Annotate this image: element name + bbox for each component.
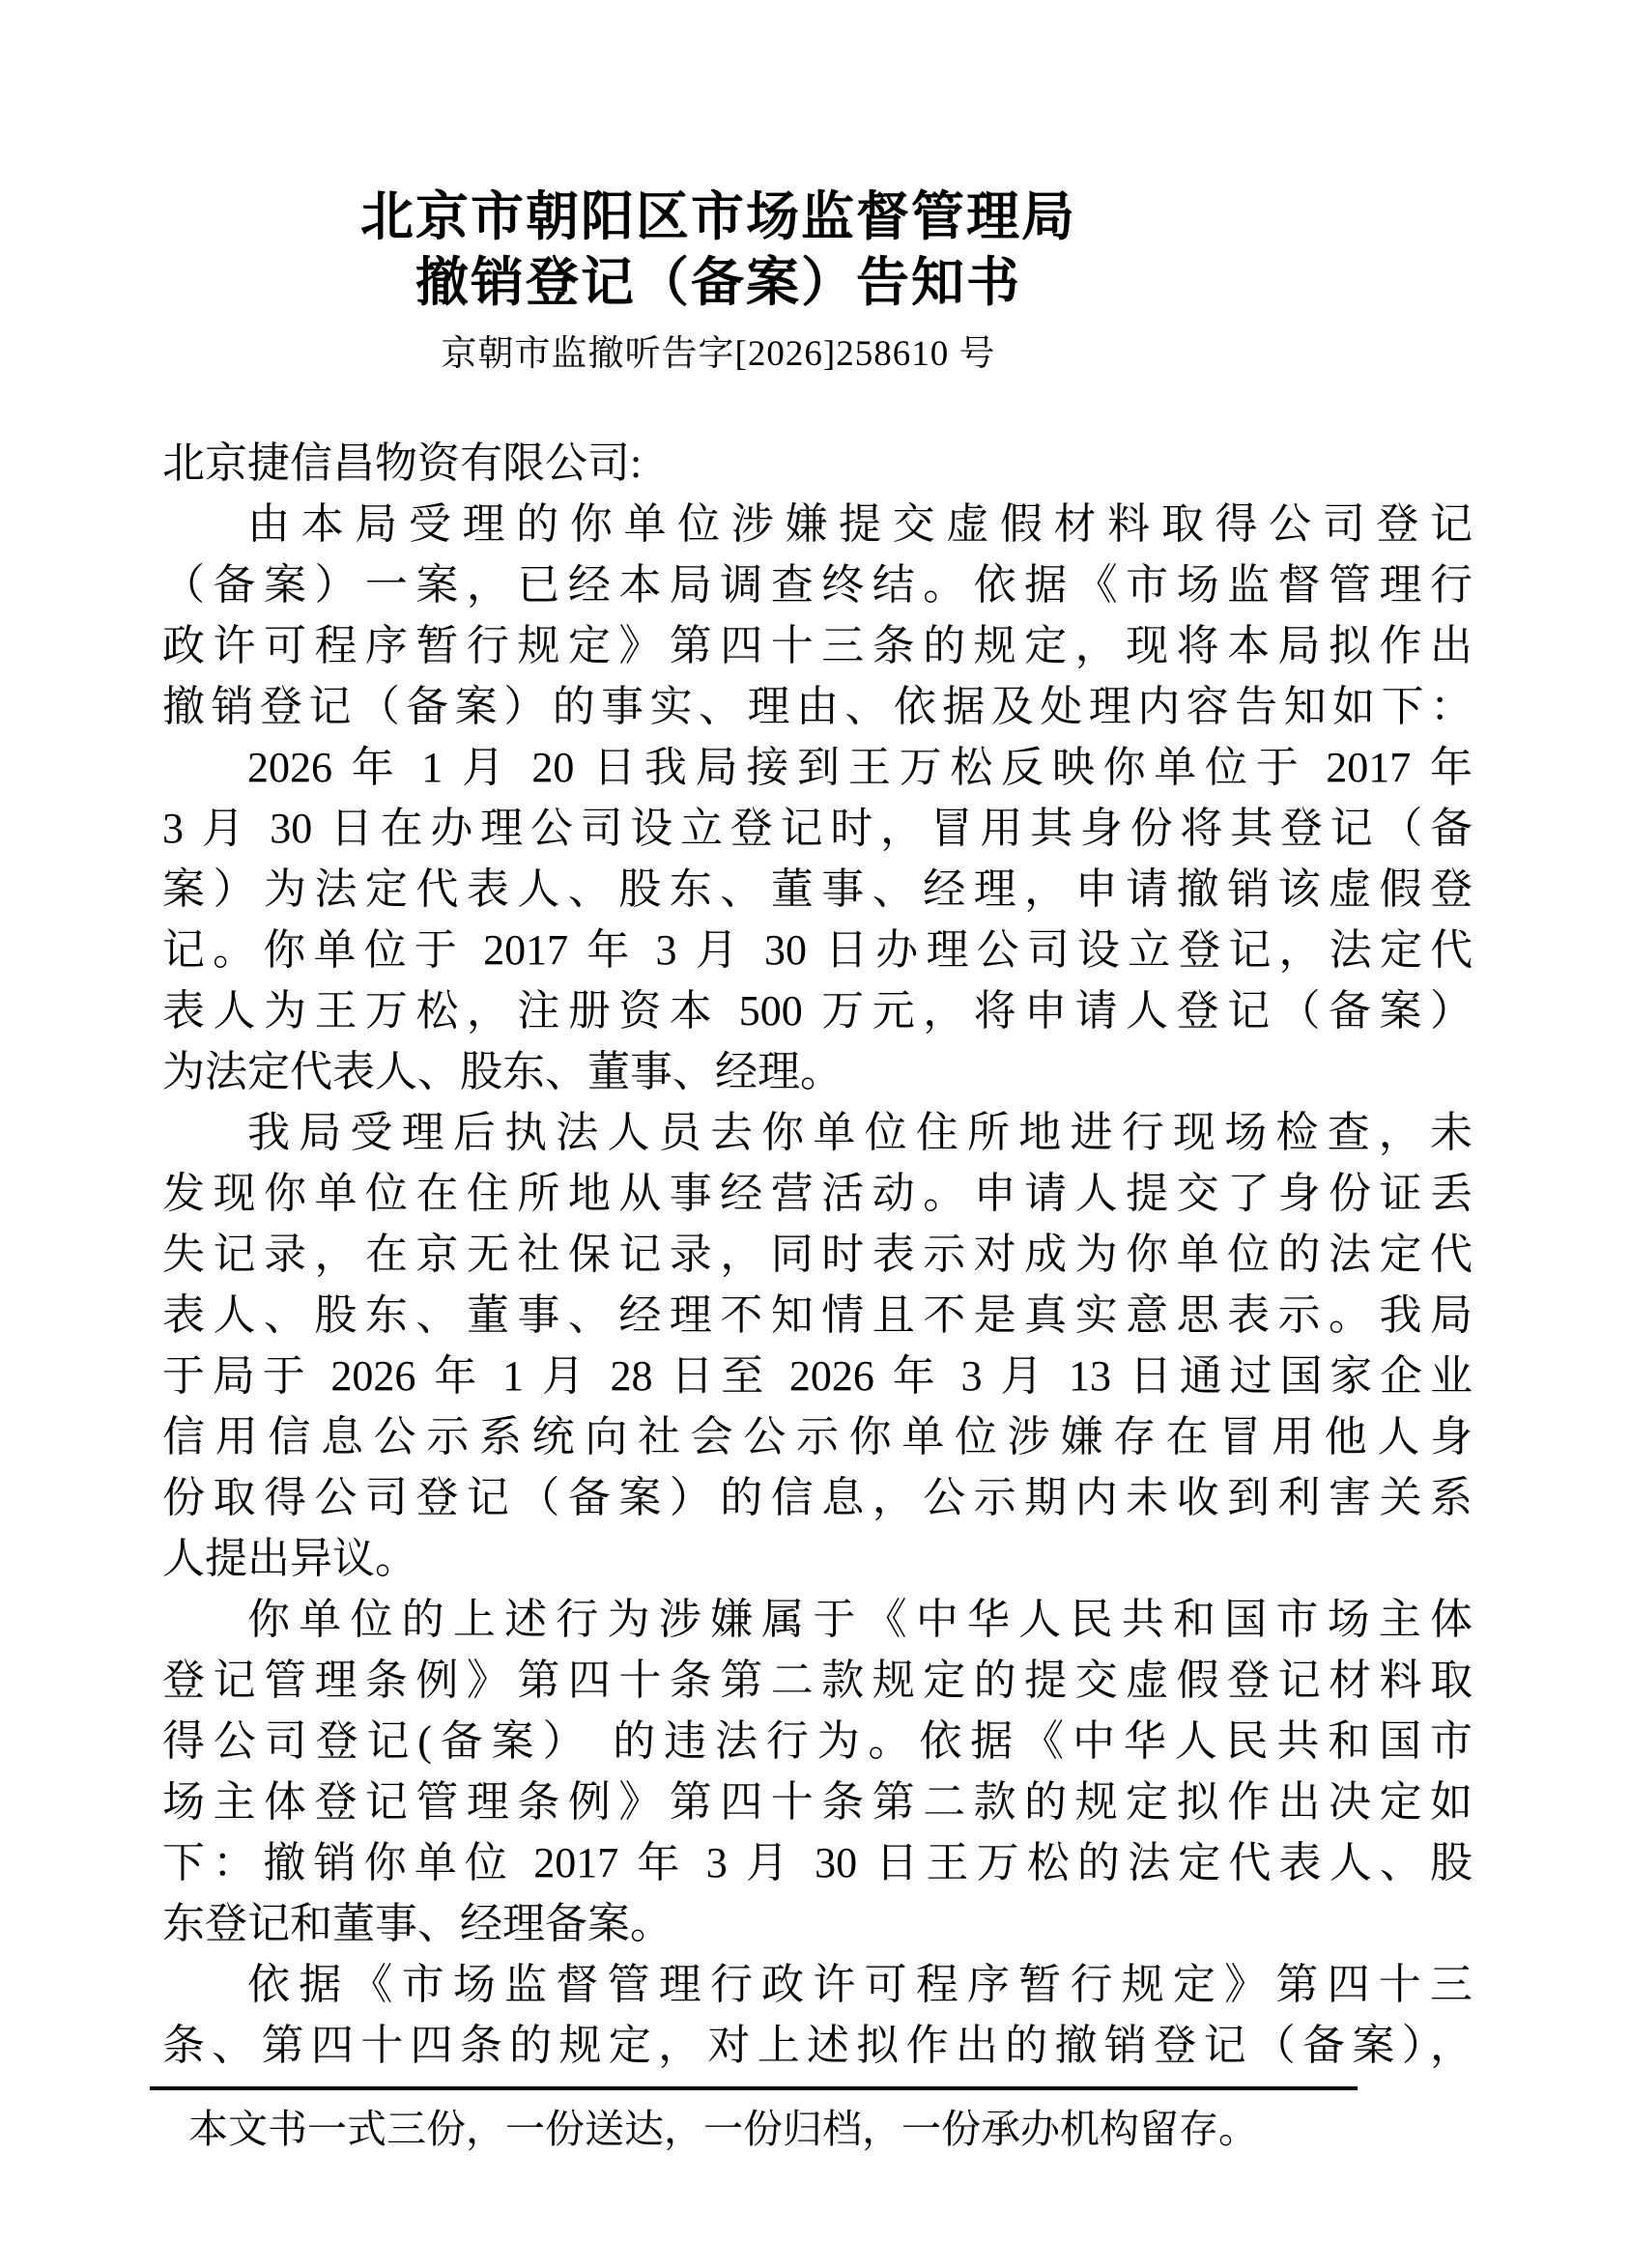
document-number: 京朝市监撤听告字[2026]258610 号 [441,334,996,374]
footer-note: 本文书一式三份，一份送达，一份归档，一份承办机构留存。 [188,2107,1258,2151]
body-line: 3 月 30 日在办理公司设立登记时，冒用其身份将其登记（备 [162,805,1473,852]
body-line: 2026 年 1 月 20 日我局接到王万松反映你单位于 2017 年 [247,744,1473,791]
footer-divider [150,2086,1358,2090]
recipient-line: 北京捷信昌物资有限公司: [162,439,643,487]
document-title-line2: 撤销登记（备案）告知书 [415,252,1021,312]
body-line: 下：撤销你单位 2017 年 3 月 30 日王万松的法定代表人、股 [162,1839,1473,1886]
document-body [162,433,1473,2076]
body-line: （备案）一案，已经本局调查终结。依据《市场监督管理行 [162,561,1473,609]
body-line: 人提出异议。 [162,1535,417,1582]
body-line: 你单位的上述行为涉嫌属于《中华人民共和国市场主体 [247,1596,1473,1643]
body-line: 条、第四十四条的规定，对上述拟作出的撤销登记（备案）， [162,2022,1473,2069]
body-line: 由本局受理的你单位涉嫌提交虚假材料取得公司登记 [247,500,1473,548]
body-line: 失记录，在京无社保记录，同时表示对成为你单位的法定代 [162,1231,1473,1278]
body-line: 我局受理后执法人员去你单位住所地进行现场检查，未 [247,1109,1473,1156]
body-line: 为法定代表人、股东、董事、经理。 [162,1048,843,1095]
document-header [0,0,1533,379]
body-line: 东登记和董事、经理备案。 [162,1900,672,1947]
body-line: 份取得公司登记（备案）的信息，公示期内未收到利害关系 [162,1474,1473,1521]
body-line: 政许可程序暂行规定》第四十三条的规定，现将本局拟作出 [162,622,1473,669]
body-line: 撤销登记（备案）的事实、理由、依据及处理内容告知如下： [162,683,1473,730]
body-line: 得公司登记(备案） 的违法行为。依据《中华人民共和国市 [162,1717,1473,1765]
body-line: 表人、股东、董事、经理不知情且不是真实意思表示。我局 [162,1291,1473,1339]
body-line: 发现你单位在住所地从事经营活动。申请人提交了身份证丢 [162,1170,1473,1217]
body-lines-container [162,494,1473,2076]
body-line: 记。你单位于 2017 年 3 月 30 日办理公司设立登记，法定代 [162,926,1473,974]
body-line: 于局于 2026 年 1 月 28 日至 2026 年 3 月 13 日通过国家企业 [162,1352,1473,1400]
body-line: 案）为法定代表人、股东、董事、经理，申请撤销该虚假登 [162,865,1473,913]
body-line: 场主体登记管理条例》第四十条第二款的规定拟作出决定如 [162,1778,1473,1826]
body-line: 依据《市场监督管理行政许可程序暂行规定》第四十三 [247,1961,1473,2008]
body-line: 登记管理条例》第四十条第二款规定的提交虚假登记材料取 [162,1657,1473,1704]
body-line: 信用信息公示系统向社会公示你单位涉嫌存在冒用他人身 [162,1413,1473,1460]
body-line: 表人为王万松，注册资本 500 万元，将申请人登记（备案） [162,987,1473,1035]
document-title-line1: 北京市朝阳区市场监督管理局 [359,186,1076,246]
document-footer [150,2086,1358,2156]
